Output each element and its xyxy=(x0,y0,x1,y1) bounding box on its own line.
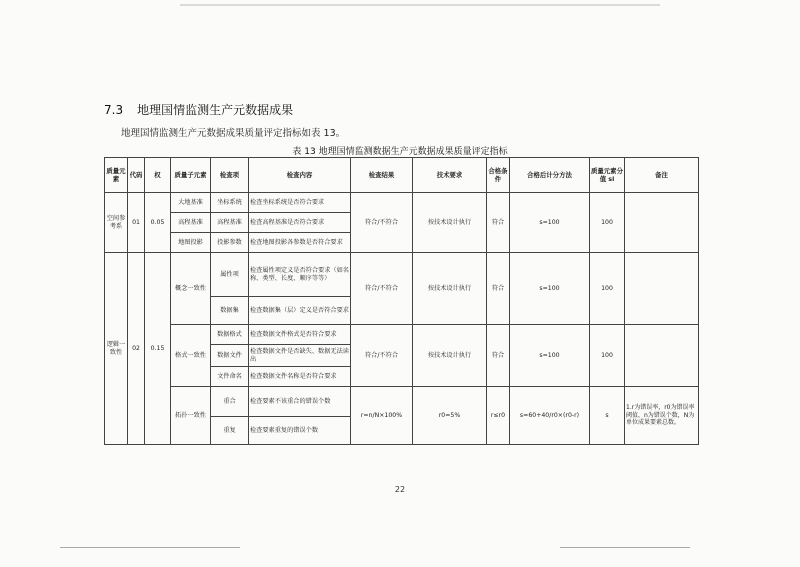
subelement-cell: 地图投影 xyxy=(171,233,211,253)
score-cell: 100 xyxy=(590,193,625,253)
check-content-cell: 检查属性项定义是否符合要求（如名称、类型、长度、顺序等等） xyxy=(249,253,351,297)
check-item-cell: 数据文件 xyxy=(211,345,249,367)
method-cell: s=100 xyxy=(510,325,590,387)
table-header-row xyxy=(105,158,699,193)
check-item-cell: 数据集 xyxy=(211,297,249,325)
score-cell: 100 xyxy=(590,253,625,325)
header-cell: 检查内容 xyxy=(249,158,351,193)
check-item-cell: 投影参数 xyxy=(211,233,249,253)
section-number: 7.3 xyxy=(104,103,124,117)
check-content-cell: 检查数据文件是否缺失、数据无法读出 xyxy=(249,345,351,367)
check-item-cell: 文件命名 xyxy=(211,367,249,387)
weight-cell: 0.05 xyxy=(145,193,171,253)
requirement-cell: r0=5% xyxy=(413,387,487,445)
check-content-cell: 检查高程基准是否符合要求 xyxy=(249,213,351,233)
result-cell: 符合/不符合 xyxy=(351,193,413,253)
score-cell: 100 xyxy=(590,325,625,387)
header-cell: 技术要求 xyxy=(413,158,487,193)
table-row xyxy=(105,387,699,417)
subelement-cell: 概念一致性 xyxy=(171,253,211,325)
method-cell: s=100 xyxy=(510,193,590,253)
remark-cell xyxy=(625,253,699,325)
header-cell: 合格后计分方法 xyxy=(510,158,590,193)
method-cell: s=100 xyxy=(510,253,590,325)
element-cell: 空间参考系 xyxy=(105,193,128,253)
header-cell: 权 xyxy=(145,158,171,193)
check-item-cell: 重复 xyxy=(211,417,249,445)
method-cell: s=60+40/r0×(r0-r) xyxy=(510,387,590,445)
subelement-cell: 大地基准 xyxy=(171,193,211,213)
scan-artifact xyxy=(560,547,690,548)
requirement-cell: 按技术设计执行 xyxy=(413,193,487,253)
page-number: 22 xyxy=(394,485,406,494)
intro-paragraph: 地理国情监测生产元数据成果质量评定指标如表 13。 xyxy=(121,128,346,139)
header-cell: 备注 xyxy=(625,158,699,193)
section-heading xyxy=(104,101,293,118)
remark-cell xyxy=(625,325,699,387)
scan-artifact xyxy=(60,547,240,548)
code-cell: 02 xyxy=(128,253,145,445)
section-title: 地理国情监测生产元数据成果 xyxy=(137,103,294,117)
check-content-cell: 检查数据文件格式是否符合要求 xyxy=(249,325,351,345)
check-item-cell: 属性项 xyxy=(211,253,249,297)
element-cell: 逻辑一致性 xyxy=(105,253,128,445)
result-cell: 符合/不符合 xyxy=(351,325,413,387)
header-cell: 检查结果 xyxy=(351,158,413,193)
requirement-cell: 按技术设计执行 xyxy=(413,253,487,325)
check-item-cell: 数据格式 xyxy=(211,325,249,345)
check-content-cell: 检查坐标系统是否符合要求 xyxy=(249,193,351,213)
check-item-cell: 高程基准 xyxy=(211,213,249,233)
condition-cell: r≤r0 xyxy=(487,387,510,445)
table-row xyxy=(105,193,699,213)
check-content-cell: 检查数据文件名称是否符合要求 xyxy=(249,367,351,387)
check-item-cell: 重合 xyxy=(211,387,249,417)
subelement-cell: 拓扑一致性 xyxy=(171,387,211,445)
condition-cell: 符合 xyxy=(487,253,510,325)
table-row xyxy=(105,253,699,297)
scan-artifact xyxy=(180,4,660,6)
code-cell: 01 xyxy=(128,193,145,253)
remark-cell: 1.r为错误率，r0为错误率阈值，n为错误个数，N为单位成果要素总数。 xyxy=(625,387,699,445)
result-cell: 符合/不符合 xyxy=(351,253,413,325)
condition-cell: 符合 xyxy=(487,193,510,253)
table-row xyxy=(105,325,699,345)
condition-cell: 符合 xyxy=(487,325,510,387)
header-cell: 检查项 xyxy=(211,158,249,193)
result-cell: r=n/N×100% xyxy=(351,387,413,445)
subelement-cell: 格式一致性 xyxy=(171,325,211,387)
requirement-cell: 按技术设计执行 xyxy=(413,325,487,387)
score-cell: s xyxy=(590,387,625,445)
check-content-cell: 检查地图投影各参数是否符合要求 xyxy=(249,233,351,253)
header-cell: 质量元素分值 si xyxy=(590,158,625,193)
header-cell: 质量元素 xyxy=(105,158,128,193)
check-content-cell: 检查数据集（层）定义是否符合要求 xyxy=(249,297,351,325)
header-cell: 质量子元素 xyxy=(171,158,211,193)
quality-index-table xyxy=(104,157,699,445)
check-content-cell: 检查要素不该重合的错误个数 xyxy=(249,387,351,417)
table-caption: 表 13 地理国情监测数据生产元数据成果质量评定指标 xyxy=(292,147,508,157)
subelement-cell: 高程基准 xyxy=(171,213,211,233)
check-content-cell: 检查要素重复的错误个数 xyxy=(249,417,351,445)
header-cell: 合格条件 xyxy=(487,158,510,193)
weight-cell: 0.15 xyxy=(145,253,171,445)
check-item-cell: 坐标系统 xyxy=(211,193,249,213)
remark-cell xyxy=(625,193,699,253)
header-cell: 代码 xyxy=(128,158,145,193)
